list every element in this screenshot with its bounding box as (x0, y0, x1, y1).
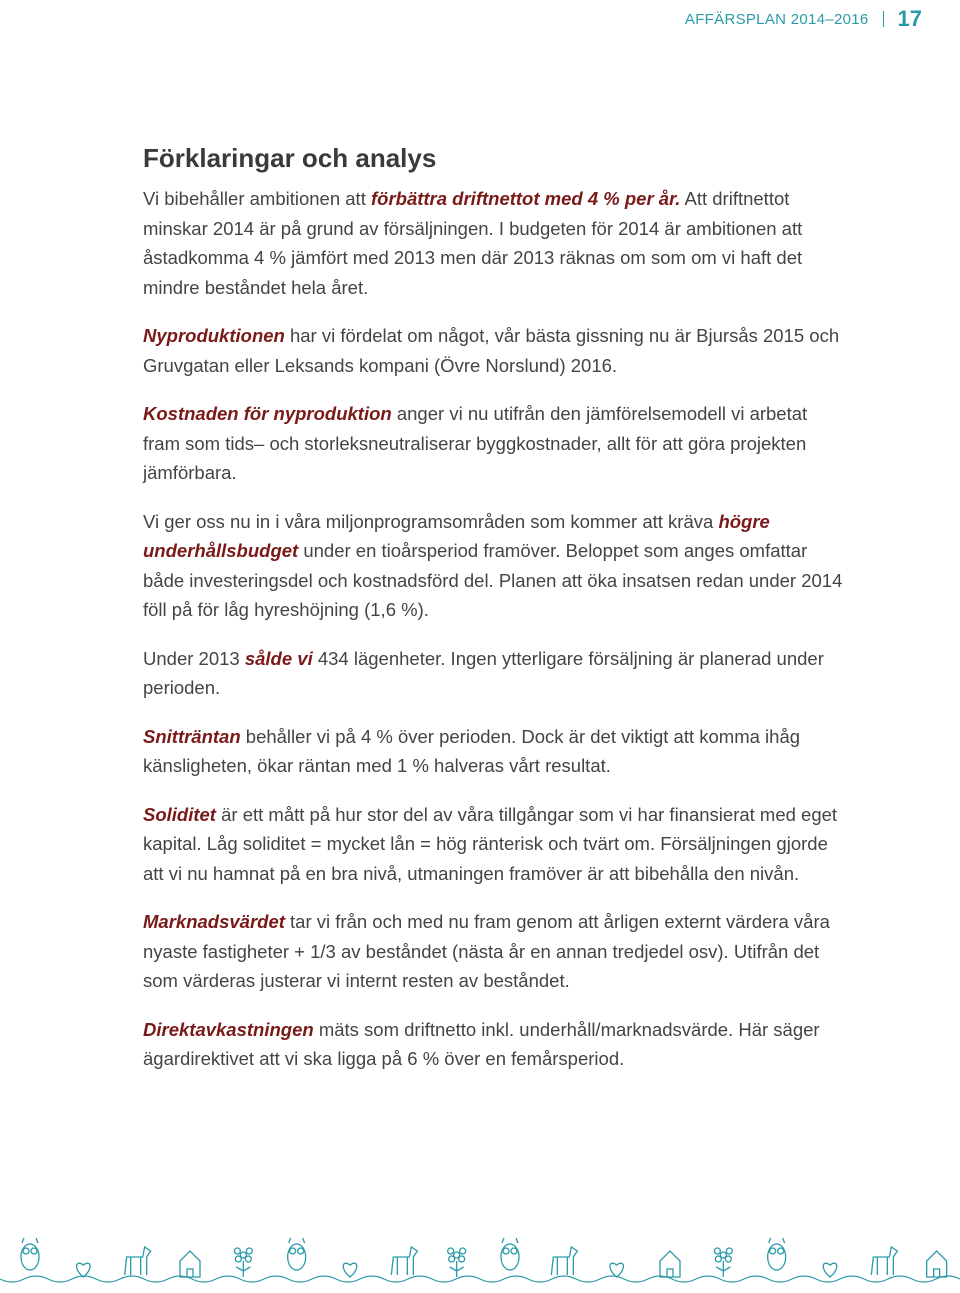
paragraph-text: har vi fördelat om något, vår bästa gissning nu är Bjursås 2015 och Gruvgatan eller Leksands kompani (Övre Norslund) 2016. (143, 325, 840, 376)
heart-icon (77, 1263, 91, 1277)
footer-wave-line (0, 1276, 960, 1282)
paragraph-text: Vi bibehåller ambitionen att (143, 188, 371, 209)
body-paragraph (143, 800, 843, 889)
footer-pattern (0, 1213, 960, 1293)
flower-icon (448, 1248, 466, 1277)
body-paragraph (143, 507, 843, 625)
flower-icon (234, 1248, 252, 1277)
paragraph-text: anger vi nu utifrån den jämförelsemodell vi arbetat fram som tids– och storleksneutraliserar byggkostnader, allt för att göra projekten jämförbara. (143, 403, 808, 483)
owl-icon (21, 1238, 39, 1270)
dala-horse-icon (551, 1247, 577, 1275)
highlighted-term: sålde vi (244, 647, 313, 669)
highlighted-term: Marknadsvärdet (143, 911, 285, 932)
house-icon (180, 1251, 200, 1277)
flower-icon (714, 1248, 732, 1277)
body-paragraph (143, 722, 843, 781)
heart-icon (823, 1263, 837, 1277)
header-divider (883, 11, 884, 27)
body-paragraph (143, 184, 843, 302)
document-title-years: 2014–2016 (790, 10, 869, 28)
house-icon (927, 1251, 947, 1277)
dala-horse-icon (391, 1247, 417, 1275)
paragraph-text: är ett mått på hur stor del av våra tillgångar som vi har finansierat med eget kapital. Låg soliditet = mycket lån = hög ränterisk och tvärt om. Försäljningen gjorde att vi nu hamnat på en bra nivå, utmaningen framöver är att bibehålla den nivån. (143, 803, 838, 884)
paragraph-text: mäts som driftnetto inkl. underhåll/marknadsvärde. Här säger ägardirektivet att vi ska ligga på 6 % över en femårsperiod. (143, 1018, 820, 1069)
owl-icon (288, 1238, 306, 1270)
body-paragraph (143, 399, 843, 488)
highlighted-term: Direktavkastningen (143, 1018, 314, 1040)
document-title (685, 11, 869, 28)
dala-horse-icon (871, 1247, 897, 1275)
body-paragraph (143, 644, 843, 703)
owl-icon (501, 1238, 519, 1270)
highlighted-term: Kostnaden för nyproduktion (143, 403, 392, 424)
body-paragraph (143, 907, 843, 996)
main-content (143, 140, 843, 1093)
paragraph-text: behåller vi på 4 % över perioden. Dock är det viktigt att komma ihåg känsligheten, ökar räntan med 1 % halveras vårt resultat. (143, 725, 801, 776)
paragraph-text: Vi ger oss nu in i våra miljonprogramsområden som kommer att kräva (143, 510, 719, 532)
highlighted-term: Nyproduktionen (143, 325, 285, 346)
heart-icon (610, 1263, 624, 1277)
body-paragraph (143, 321, 843, 380)
owl-icon (768, 1238, 786, 1270)
house-icon (660, 1251, 680, 1277)
page-title: Förklaringar och analys (143, 143, 437, 173)
dala-horse-icon (125, 1247, 151, 1275)
page-header (685, 4, 922, 34)
paragraph-text: tar vi från och med nu fram genom att årligen externt värdera våra nyaste fastigheter + 1/3 av beståndet (nästa år en annan tredjedel osv). Utifrån det som värderas justerar vi internt resten av beståndet. (143, 911, 830, 991)
paragraph-text: 434 lägenheter. Ingen ytterligare försäljning är planerad under perioden. (143, 647, 824, 698)
highlighted-term: förbättra driftnettot med 4 % per år. (370, 188, 681, 209)
paragraph-text: Under 2013 (143, 647, 245, 669)
paragraph-list (143, 184, 843, 1074)
paragraph-text: Att driftnettot minskar 2014 är på grund av försäljningen. I budgeten för 2014 är ambitionen att åstadkomma 4 % jämfört med 2013 men där 2013 räknas om som om vi haft det mindre beståndet hela året. (143, 188, 803, 298)
highlighted-term: Soliditet (143, 803, 216, 825)
decorative-footer (0, 1213, 960, 1293)
highlighted-term: Snitträntan (143, 725, 241, 747)
body-paragraph (143, 1015, 843, 1074)
heart-icon (343, 1263, 357, 1277)
paragraph-text: under en tioårsperiod framöver. Beloppet som anges omfattar både investeringsdel och kostnadsförd del. Planen att öka insatsen redan under 2014 föll på för låg hyreshöjning (1,6 %). (143, 540, 843, 620)
document-title-name: AFFÄRSPLAN (684, 10, 787, 28)
page-number: 17 (897, 6, 922, 31)
highlighted-term: högre underhållsbudget (143, 510, 770, 561)
